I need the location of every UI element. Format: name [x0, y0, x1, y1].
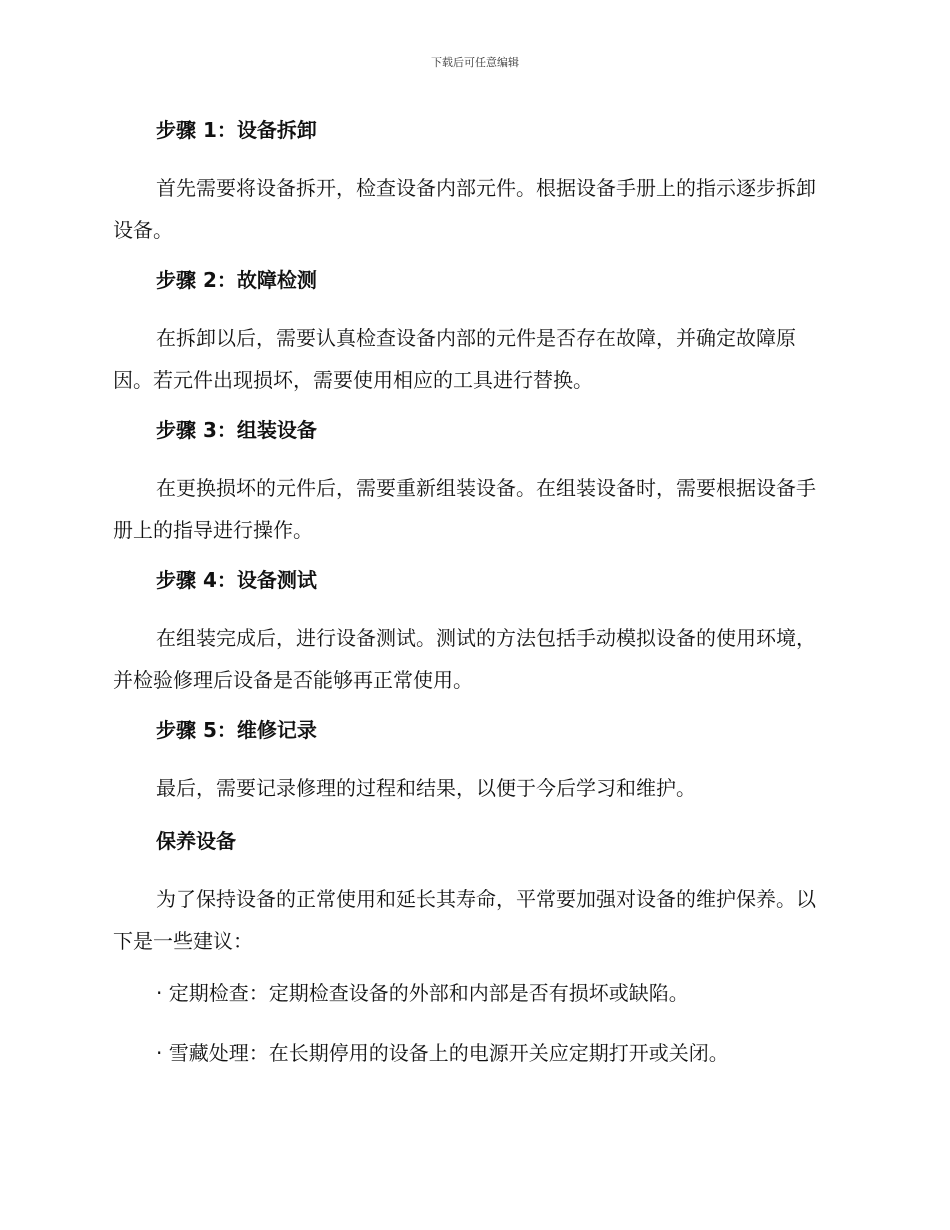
section-heading-step-2: 步骤 2：故障检测: [156, 268, 317, 292]
section-heading-step-3: 步骤 3：组装设备: [156, 418, 317, 442]
bullet-item-regular-check: · 定期检查：定期检查设备的外部和内部是否有损坏或缺陷。: [156, 981, 689, 1005]
bullet-item-storage-handling: · 雪藏处理：在长期停用的设备上的电源开关应定期打开或关闭。: [156, 1041, 729, 1065]
section-paragraph-step-5: 最后，需要记录修理的过程和结果，以便于今后学习和维护。: [156, 776, 696, 800]
section-paragraph-step-2: 在拆卸以后，需要认真检查设备内部的元件是否存在故障，并确定故障原因。若元件出现损坏，需要使用相应的工具进行替换。: [113, 326, 796, 392]
section-paragraph-step-1: 首先需要将设备拆开，检查设备内部元件。根据设备手册上的指示逐步拆卸设备。: [113, 176, 816, 242]
document-body: [113, 113, 833, 1096]
section-heading-step-5: 步骤 5：维修记录: [156, 718, 317, 742]
section-paragraph-step-4: 在组装完成后，进行设备测试。测试的方法包括手动模拟设备的使用环境，并检验修理后设备是否能够再正常使用。: [113, 626, 816, 692]
section-paragraph-step-3: 在更换损坏的元件后，需要重新组装设备。在组装设备时，需要根据设备手册上的指导进行操作。: [113, 476, 816, 542]
section-heading-maintenance: 保养设备: [156, 829, 236, 853]
section-heading-step-4: 步骤 4：设备测试: [156, 568, 317, 592]
page-header: 下载后可任意编辑: [431, 56, 519, 69]
section-paragraph-maintenance: 为了保持设备的正常使用和延长其寿命，平常要加强对设备的维护保养。以下是一些建议：: [113, 887, 816, 953]
section-heading-step-1: 步骤 1：设备拆卸: [156, 118, 317, 142]
